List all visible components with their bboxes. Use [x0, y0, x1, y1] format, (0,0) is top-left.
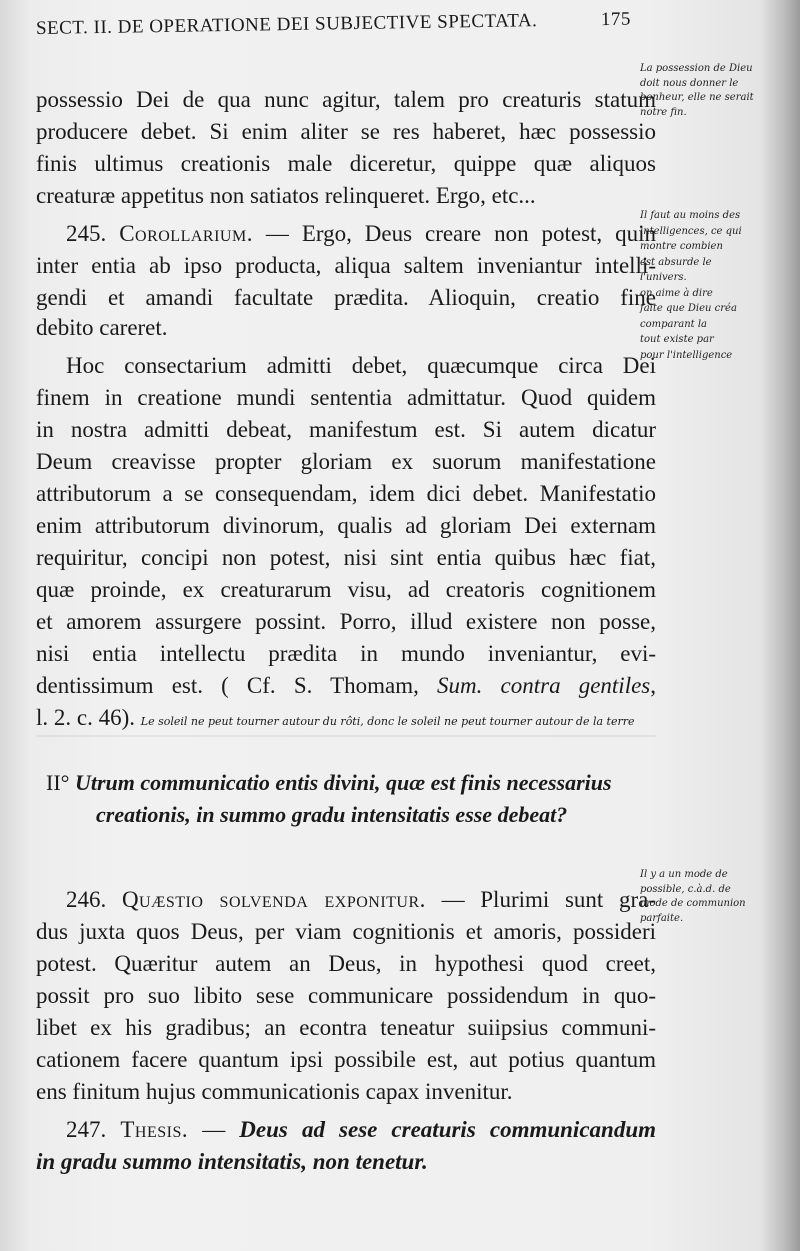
- note-line: intelligences, ce qui: [640, 225, 742, 237]
- text-line: dus juxta quos Deus, per viam cognitionis et amoris, possideri: [36, 919, 656, 944]
- section-number: 247.: [66, 1117, 107, 1142]
- thesis-text: in gradu summo intensitatis, non tenetur.: [36, 1149, 428, 1174]
- text-line: potest. Quæritur autem an Deus, in hypothesi quod creet,: [36, 951, 656, 976]
- question-heading: [46, 772, 656, 794]
- section-246-line: [66, 888, 656, 911]
- text-line: libet ex his gradibus; an econtra teneatur suiipsius communi-: [36, 1015, 656, 1040]
- text-line: finem in creatione mundi sententia admittatur. Quod quidem: [36, 385, 656, 410]
- thesis-text: Deus ad sese creaturis communicandum: [239, 1117, 657, 1142]
- text-line: cationem facere quantum ipsi possibile est, aut potius quantum: [36, 1047, 656, 1072]
- page-number: 175: [600, 8, 632, 31]
- note-line: montre combien: [640, 241, 723, 252]
- page-spine-shadow: [760, 0, 800, 1251]
- text-span: dentissimum est. ( Cf. S. Thomam,: [36, 673, 438, 698]
- citation-ref: l. 2. c. 46).: [36, 705, 136, 730]
- note-line: on aime à dire: [640, 287, 713, 299]
- text-line: in nostra admitti debeat, manifestum est. Si autem dicatur: [36, 417, 656, 442]
- text-line: [36, 674, 656, 697]
- handwritten-inline-note: Le soleil ne peut tourner autour du rôti, donc le soleil ne peut tourner autour de la terre: [140, 715, 635, 728]
- note-line: La possession de Dieu: [640, 63, 753, 74]
- question-heading-cont: [96, 804, 656, 826]
- text-line: finis ultimus creationis male diceretur, quippe quæ aliquos: [36, 151, 656, 176]
- text-line: attributorum a se consequendam, idem dici debet. Manifestatio: [36, 481, 656, 506]
- note-line: notre fin.: [640, 106, 687, 118]
- margin-note-3: [640, 868, 775, 926]
- text-line: nisi entia intellectu prædita in mundo inveniantur, evi-: [36, 641, 656, 666]
- question-number: II°: [46, 770, 70, 795]
- citation-title: Sum. contra gentiles: [437, 673, 651, 698]
- section-heading: Thesis.: [120, 1117, 189, 1142]
- note-line: bonheur, elle ne serait: [640, 92, 754, 103]
- text-line: ens finitum hujus communicationis capax invenitur.: [36, 1079, 513, 1104]
- section-number: 245.: [66, 221, 107, 246]
- text-line: possessio Dei de qua nunc agitur, talem pro creaturis statum: [36, 87, 656, 112]
- section-heading: Corollarium.: [119, 221, 253, 246]
- text-line: enim attributorum divinorum, qualis ad gloriam Dei externam: [36, 513, 656, 538]
- note-line: possible, c.à.d. de: [640, 883, 731, 895]
- note-line: est absurde le: [640, 256, 712, 268]
- section-247-line: [66, 1118, 656, 1141]
- section-text: — Ergo, Deus creare non potest, quin: [252, 221, 657, 246]
- note-line: l'univers.: [640, 272, 687, 283]
- note-line: parfaite.: [640, 912, 684, 924]
- margin-note-1: [640, 62, 775, 120]
- section-245-line: [66, 222, 656, 245]
- text-line: [36, 1150, 656, 1173]
- note-line: tout existe par: [640, 334, 714, 345]
- section-number: 246.: [66, 887, 107, 912]
- text-line: possit pro suo libito sese communicare possidendum in quo-: [36, 983, 656, 1008]
- text-line: Hoc consectarium admitti debet, quæcumque circa Dei: [66, 353, 656, 378]
- text-line: [36, 706, 656, 729]
- note-line: mode de communion: [640, 898, 746, 909]
- section-text: — Plurimi sunt gra-: [425, 887, 656, 912]
- header-title: SECT. II. DE OPERATIONE DEI SUBJECTIVE SPECTATA.: [35, 10, 538, 39]
- text-line: debito careret.: [36, 315, 168, 340]
- note-line: comparant la: [640, 318, 708, 330]
- margin-note-2: [640, 208, 775, 363]
- running-header: [36, 8, 661, 40]
- text-line: inter entia ab ipso producta, aliqua saltem inveniantur intelli-: [36, 253, 656, 278]
- section-heading: Quæstio solvenda exponitur.: [121, 887, 426, 912]
- question-text: creationis, in summo gradu intensitatis esse debeat?: [96, 802, 568, 827]
- text-line: quæ proinde, ex creaturarum visu, ad creatoris cognitionem: [36, 577, 656, 602]
- question-text: Utrum communicatio entis divini, quæ est finis necessarius: [74, 770, 612, 795]
- text-line: et amorem assurgere possint. Porro, illud existere non posse,: [36, 609, 656, 634]
- note-line: pour l'intelligence: [640, 349, 733, 361]
- note-line: doit nous donner le: [640, 77, 739, 89]
- note-line: Il y a un mode de: [640, 869, 728, 880]
- note-line: Il faut au moins des: [640, 210, 741, 221]
- text-line: producere debet. Si enim aliter se res haberet, hæc possessio: [36, 119, 656, 144]
- text-line: creaturæ appetitus non satiatos relinqueret. Ergo, etc...: [36, 183, 536, 208]
- note-line: faite que Dieu créa: [640, 303, 737, 314]
- text-line: requiritur, concipi non potest, nisi sint entia quibus hæc fiat,: [36, 545, 656, 570]
- text-span: ,: [650, 673, 656, 698]
- text-line: gendi et amandi facultate prædita. Alioquin, creatio fine: [36, 285, 656, 310]
- bleed-through: [36, 735, 656, 737]
- text-span: —: [188, 1117, 240, 1142]
- text-line: Deum creavisse propter gloriam ex suorum manifestatione: [36, 449, 656, 474]
